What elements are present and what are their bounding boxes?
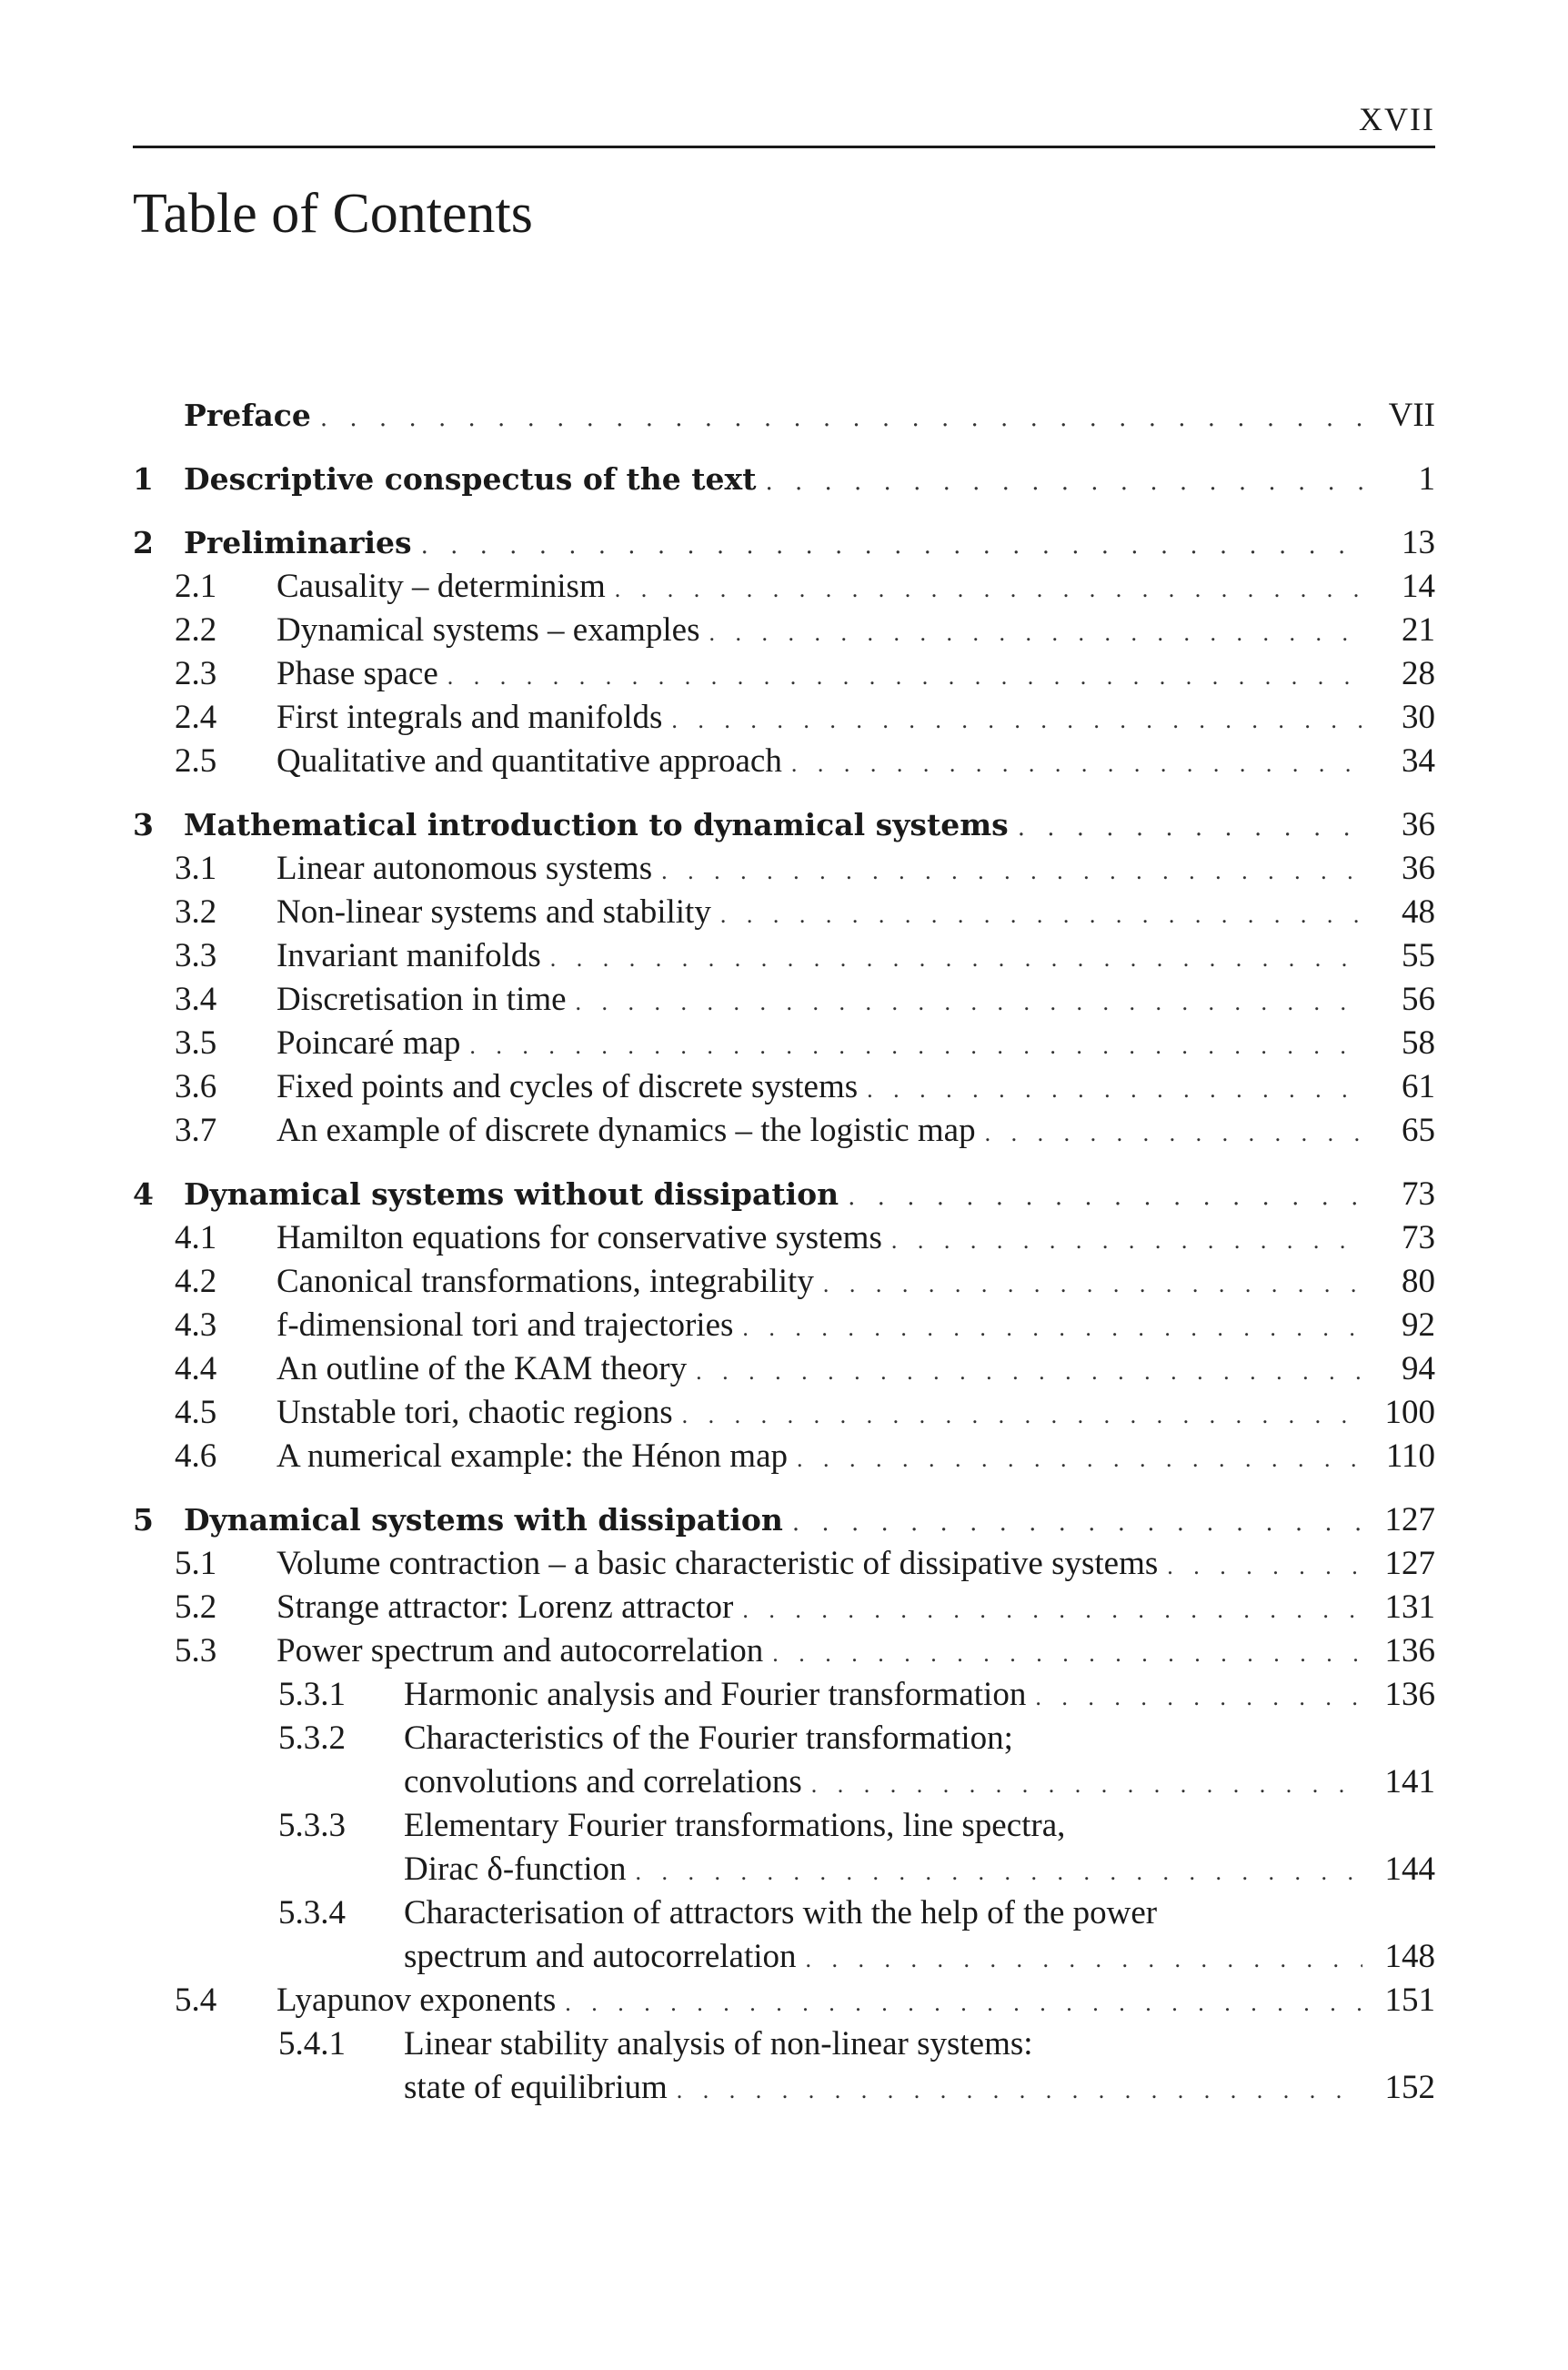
toc-section-row[interactable] bbox=[133, 1024, 1435, 1067]
toc-leader-dots bbox=[635, 1859, 1362, 1886]
toc-section-row[interactable] bbox=[133, 654, 1435, 698]
toc-entry-title: Preface bbox=[184, 398, 311, 433]
toc-entry-number: 4.1 bbox=[175, 1219, 217, 1256]
toc-leader-dots bbox=[1167, 1553, 1362, 1580]
toc-section-row[interactable] bbox=[133, 698, 1435, 741]
toc-entry-title: Elementary Fourier transformations, line spectra, bbox=[404, 1807, 1066, 1844]
toc-subsection-row[interactable] bbox=[133, 1719, 1435, 1762]
toc-entry-number: 4.2 bbox=[175, 1263, 217, 1300]
toc-entry-title: First integrals and manifolds bbox=[276, 699, 663, 736]
toc-entry-number: 5.1 bbox=[175, 1545, 217, 1582]
toc-subsection-row[interactable] bbox=[133, 2024, 1435, 2068]
toc-entry-page: 100 bbox=[1384, 1394, 1435, 1431]
toc-entry-page: 48 bbox=[1402, 893, 1435, 931]
toc-leader-dots bbox=[867, 1076, 1362, 1104]
toc-section-row[interactable] bbox=[133, 1306, 1435, 1349]
toc-subsection-row[interactable] bbox=[133, 1893, 1435, 1937]
toc-entry-number: 5.3.1 bbox=[278, 1676, 346, 1713]
toc-leader-dots bbox=[469, 1033, 1362, 1060]
toc-entry-number: 4.3 bbox=[175, 1306, 217, 1344]
toc-entry-title: Invariant manifolds bbox=[276, 937, 541, 974]
toc-subsection-row[interactable] bbox=[133, 1806, 1435, 1850]
toc-entry-page: VII bbox=[1388, 397, 1435, 434]
toc-entry-number: 2.2 bbox=[175, 611, 217, 649]
toc-entry-title: Non-linear systems and stability bbox=[276, 893, 711, 931]
toc-entry-page: 1 bbox=[1418, 460, 1435, 498]
toc-entry-title: Strange attractor: Lorenz attractor bbox=[276, 1588, 734, 1626]
toc-entry-title: Unstable tori, chaotic regions bbox=[276, 1394, 673, 1431]
toc-leader-dots bbox=[797, 1446, 1362, 1473]
toc-entry-title: Volume contraction – a basic characteristic of dissipative systems bbox=[276, 1545, 1159, 1582]
toc-entry-title: Dirac δ-function bbox=[404, 1851, 627, 1888]
table-of-contents bbox=[133, 396, 1435, 2112]
toc-entry-page: 65 bbox=[1402, 1112, 1435, 1149]
toc-leader-dots bbox=[1035, 1684, 1362, 1711]
toc-section-row[interactable] bbox=[133, 849, 1435, 893]
toc-entry-page: 136 bbox=[1384, 1676, 1435, 1713]
toc-leader-dots bbox=[1018, 814, 1362, 842]
toc-entry-title: Characterisation of attractors with the help of the power bbox=[404, 1894, 1158, 1931]
toc-entry-title: Fixed points and cycles of discrete systems bbox=[276, 1068, 859, 1105]
toc-leader-dots bbox=[985, 1120, 1362, 1147]
toc-entry-page: 80 bbox=[1402, 1263, 1435, 1300]
toc-entry-title: Linear stability analysis of non-linear systems: bbox=[404, 2025, 1033, 2062]
toc-entry-number: 4.5 bbox=[175, 1394, 217, 1431]
toc-entry-page: 141 bbox=[1384, 1763, 1435, 1800]
toc-entry-page: 56 bbox=[1402, 981, 1435, 1018]
toc-leader-dots bbox=[550, 945, 1362, 973]
toc-entry-title: Mathematical introduction to dynamical systems bbox=[184, 807, 1009, 842]
toc-entry-title: Causality – determinism bbox=[276, 568, 606, 605]
toc-entry-page: 21 bbox=[1402, 611, 1435, 649]
toc-leader-dots bbox=[447, 663, 1362, 691]
toc-section-row[interactable] bbox=[133, 936, 1435, 980]
toc-section-row[interactable] bbox=[133, 567, 1435, 610]
toc-entry-number: 4 bbox=[133, 1176, 154, 1212]
toc-section-row[interactable] bbox=[133, 1544, 1435, 1588]
toc-entry-title: An example of discrete dynamics – the logistic map bbox=[276, 1112, 976, 1149]
toc-entry-number: 3 bbox=[133, 807, 154, 842]
toc-entry-title: Harmonic analysis and Fourier transformation bbox=[404, 1676, 1027, 1713]
toc-section-row[interactable] bbox=[133, 1588, 1435, 1631]
toc-section-row[interactable] bbox=[133, 1111, 1435, 1155]
toc-leader-dots bbox=[792, 1509, 1362, 1537]
page-number: XVII bbox=[1359, 101, 1435, 137]
toc-entry-title: f-dimensional tori and trajectories bbox=[276, 1306, 734, 1344]
toc-entry-page: 92 bbox=[1402, 1306, 1435, 1344]
toc-entry-page: 136 bbox=[1384, 1632, 1435, 1669]
toc-entry-title: Hamilton equations for conservative systems bbox=[276, 1219, 882, 1256]
toc-chapter-row[interactable] bbox=[133, 523, 1435, 567]
toc-chapter-row[interactable] bbox=[133, 1500, 1435, 1544]
toc-entry-page: 61 bbox=[1402, 1068, 1435, 1105]
toc-entry-page: 73 bbox=[1402, 1175, 1435, 1213]
toc-leader-dots bbox=[891, 1227, 1362, 1255]
toc-subsection-row[interactable] bbox=[133, 2068, 1435, 2112]
toc-entry-page: 131 bbox=[1384, 1588, 1435, 1626]
toc-entry-number: 3.3 bbox=[175, 937, 217, 974]
toc-entry-page: 151 bbox=[1384, 1982, 1435, 2019]
toc-chapter-row[interactable] bbox=[133, 459, 1435, 503]
toc-entry-title: An outline of the KAM theory bbox=[276, 1350, 688, 1387]
toc-entry-title: state of equilibrium bbox=[404, 2069, 668, 2106]
toc-entry-page: 13 bbox=[1402, 524, 1435, 561]
toc-entry-number: 3.1 bbox=[175, 850, 217, 887]
toc-entry-number: 3.6 bbox=[175, 1068, 217, 1105]
toc-section-row[interactable] bbox=[133, 1262, 1435, 1306]
toc-entry-number: 5 bbox=[133, 1502, 154, 1538]
toc-entry-number: 4.6 bbox=[175, 1437, 217, 1475]
toc-entry-number: 2.1 bbox=[175, 568, 217, 605]
toc-subsection-row[interactable] bbox=[133, 1937, 1435, 1981]
toc-chapter-row[interactable] bbox=[133, 396, 1435, 439]
toc-leader-dots bbox=[791, 751, 1362, 778]
toc-entry-page: 148 bbox=[1384, 1938, 1435, 1975]
toc-entry-page: 30 bbox=[1402, 699, 1435, 736]
toc-entry-title: Lyapunov exponents bbox=[276, 1982, 557, 2019]
toc-entry-page: 58 bbox=[1402, 1024, 1435, 1062]
toc-entry-number: 5.2 bbox=[175, 1588, 217, 1626]
toc-subsection-row[interactable] bbox=[133, 1762, 1435, 1806]
toc-entry-title: Dynamical systems with dissipation bbox=[184, 1502, 783, 1538]
toc-entry-page: 36 bbox=[1402, 850, 1435, 887]
toc-entry-title: Descriptive conspectus of the text bbox=[184, 461, 757, 497]
page-title: Table of Contents bbox=[133, 183, 533, 245]
toc-entry-page: 127 bbox=[1384, 1501, 1435, 1538]
toc-leader-dots bbox=[848, 1184, 1362, 1211]
toc-entry-title: Qualitative and quantitative approach bbox=[276, 742, 782, 780]
toc-entry-page: 144 bbox=[1384, 1851, 1435, 1888]
toc-entry-page: 14 bbox=[1402, 568, 1435, 605]
toc-leader-dots bbox=[565, 1990, 1362, 2017]
toc-leader-dots bbox=[765, 469, 1362, 496]
toc-entry-number: 2.3 bbox=[175, 655, 217, 692]
toc-leader-dots bbox=[320, 405, 1362, 432]
toc-entry-page: 73 bbox=[1402, 1219, 1435, 1256]
toc-entry-title: convolutions and correlations bbox=[404, 1763, 802, 1800]
toc-entry-page: 36 bbox=[1402, 806, 1435, 843]
toc-section-row[interactable] bbox=[133, 1437, 1435, 1480]
toc-entry-title: Power spectrum and autocorrelation bbox=[276, 1632, 764, 1669]
toc-entry-title: Poincaré map bbox=[276, 1024, 461, 1062]
toc-leader-dots bbox=[696, 1358, 1362, 1386]
toc-subsection-row[interactable] bbox=[133, 1850, 1435, 1893]
toc-section-row[interactable] bbox=[133, 1393, 1435, 1437]
header-rule bbox=[133, 146, 1435, 148]
toc-leader-dots bbox=[811, 1771, 1362, 1799]
toc-entry-number: 4.4 bbox=[175, 1350, 217, 1387]
toc-entry-number: 5.3.3 bbox=[278, 1807, 346, 1844]
toc-entry-page: 152 bbox=[1384, 2069, 1435, 2106]
toc-leader-dots bbox=[823, 1271, 1362, 1298]
toc-leader-dots bbox=[576, 989, 1362, 1016]
toc-entry-page: 55 bbox=[1402, 937, 1435, 974]
toc-entry-number: 5.3.2 bbox=[278, 1720, 346, 1757]
toc-entry-title: Preliminaries bbox=[184, 525, 412, 560]
toc-section-row[interactable] bbox=[133, 741, 1435, 785]
toc-leader-dots bbox=[742, 1315, 1362, 1342]
toc-section-row[interactable] bbox=[133, 893, 1435, 936]
toc-entry-title: Dynamical systems – examples bbox=[276, 611, 700, 649]
toc-section-row[interactable] bbox=[133, 1349, 1435, 1393]
toc-leader-dots bbox=[806, 1946, 1363, 1973]
toc-leader-dots bbox=[615, 576, 1362, 603]
toc-leader-dots bbox=[682, 1402, 1362, 1429]
toc-section-row[interactable] bbox=[133, 610, 1435, 654]
toc-leader-dots bbox=[677, 2077, 1362, 2104]
toc-entry-title: Characteristics of the Fourier transformation; bbox=[404, 1720, 1013, 1757]
toc-leader-dots bbox=[709, 620, 1362, 647]
toc-leader-dots bbox=[421, 532, 1362, 560]
toc-entry-number: 2.4 bbox=[175, 699, 217, 736]
toc-leader-dots bbox=[772, 1640, 1362, 1668]
toc-section-row[interactable] bbox=[133, 980, 1435, 1024]
toc-leader-dots bbox=[661, 858, 1362, 885]
toc-leader-dots bbox=[720, 902, 1362, 929]
toc-entry-title: spectrum and autocorrelation bbox=[404, 1938, 797, 1975]
toc-entry-number: 5.4.1 bbox=[278, 2025, 346, 2062]
toc-chapter-row[interactable] bbox=[133, 805, 1435, 849]
toc-section-row[interactable] bbox=[133, 1631, 1435, 1675]
toc-entry-page: 127 bbox=[1384, 1545, 1435, 1582]
toc-leader-dots bbox=[742, 1597, 1362, 1624]
toc-entry-number: 5.4 bbox=[175, 1982, 217, 2019]
toc-entry-page: 110 bbox=[1385, 1437, 1435, 1475]
toc-leader-dots bbox=[671, 707, 1362, 734]
toc-entry-number: 2.5 bbox=[175, 742, 217, 780]
toc-entry-title: Phase space bbox=[276, 655, 438, 692]
toc-entry-number: 3.4 bbox=[175, 981, 217, 1018]
toc-entry-number: 3.5 bbox=[175, 1024, 217, 1062]
toc-entry-title: Discretisation in time bbox=[276, 981, 567, 1018]
toc-entry-title: Linear autonomous systems bbox=[276, 850, 653, 887]
toc-entry-page: 94 bbox=[1402, 1350, 1435, 1387]
toc-entry-number: 3.2 bbox=[175, 893, 217, 931]
toc-entry-page: 34 bbox=[1402, 742, 1435, 780]
toc-entry-number: 1 bbox=[133, 461, 154, 497]
toc-entry-title: Dynamical systems without dissipation bbox=[184, 1176, 839, 1212]
toc-subsection-row[interactable] bbox=[133, 1675, 1435, 1719]
toc-chapter-row[interactable] bbox=[133, 1175, 1435, 1218]
toc-section-row[interactable] bbox=[133, 1218, 1435, 1262]
toc-section-row[interactable] bbox=[133, 1981, 1435, 2024]
toc-entry-title: Canonical transformations, integrability bbox=[276, 1263, 814, 1300]
toc-entry-number: 2 bbox=[133, 525, 154, 560]
toc-entry-title: A numerical example: the Hénon map bbox=[276, 1437, 789, 1475]
toc-entry-number: 5.3 bbox=[175, 1632, 217, 1669]
toc-section-row[interactable] bbox=[133, 1067, 1435, 1111]
toc-entry-number: 5.3.4 bbox=[278, 1894, 346, 1931]
toc-entry-number: 3.7 bbox=[175, 1112, 217, 1149]
toc-entry-page: 28 bbox=[1402, 655, 1435, 692]
